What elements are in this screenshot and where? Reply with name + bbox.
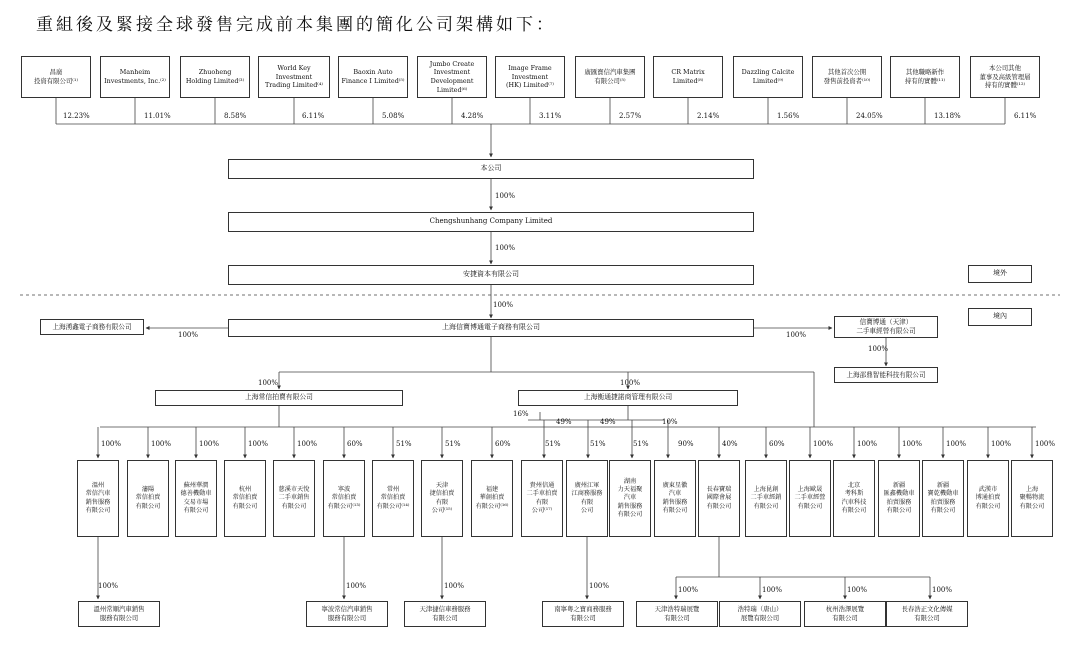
subsidiary-pct: 100% xyxy=(946,440,967,448)
shareholder-box: 其他職略新作 持有的實體⁽¹¹⁾ xyxy=(890,56,960,98)
shareholder-pct: 8.58% xyxy=(224,112,247,120)
pct-mid-left: 100% xyxy=(258,379,279,387)
subsidiary-box: 寧波 常信拍賣 有限公司⁽¹³⁾ xyxy=(323,460,365,537)
shareholder-box: World Key Investment Trading Limited⁽⁴⁾ xyxy=(258,56,330,98)
shareholder-box: CR Matrix Limited⁽⁸⁾ xyxy=(653,56,723,98)
subsidiary-box: 瀋陽 常信拍賣 有限公司 xyxy=(127,460,169,537)
shareholder-pct: 11.01% xyxy=(144,112,171,120)
subsidiary-pct: 90% xyxy=(678,440,694,448)
shareholder-box: Dazzling Calcite Limited⁽⁹⁾ xyxy=(733,56,803,98)
subsidiary-box: 慈溪市天悅 二手車銷售 有限公司 xyxy=(273,460,315,537)
sub-sub-box: 長春浩正文化傳媒 有限公司 xyxy=(886,601,968,627)
subsidiary-box: 北京 考科斯 汽車科技 有限公司 xyxy=(833,460,875,537)
subsidiary-pct: 60% xyxy=(495,440,511,448)
sub-sub-box: 天津浩特瑞展覽 有限公司 xyxy=(636,601,718,627)
sub-pct: 100% xyxy=(762,586,783,594)
subsidiary-pct: 40% xyxy=(722,440,738,448)
subsidiary-pct: 100% xyxy=(813,440,834,448)
subsidiary-pct: 100% xyxy=(248,440,269,448)
sub-pct: 100% xyxy=(346,582,367,590)
pct-mid-right: 100% xyxy=(620,379,641,387)
shareholder-box: Jumbo Create Investment Development Limited⁽⁶⁾ xyxy=(417,56,487,98)
subsidiary-box: 福建 華創拍賣 有限公司⁽¹⁶⁾ xyxy=(471,460,513,537)
sub-sub-box: 天津捷信車務服務 有限公司 xyxy=(404,601,486,627)
subsidiary-pct: 51% xyxy=(633,440,649,448)
subsidiary-box: 廣州江軍 江商務服務 有限 公司 xyxy=(566,460,608,537)
shareholder-pct: 5.08% xyxy=(382,112,405,120)
shareholder-box: Baoxin Auto Finance I Limited⁽⁵⁾ xyxy=(338,56,408,98)
onshore-box: 境內 xyxy=(968,308,1032,326)
subsidiary-pct: 51% xyxy=(396,440,412,448)
shareholder-pct: 13.18% xyxy=(934,112,961,120)
shareholder-pct: 6.11% xyxy=(302,112,325,120)
sub-sub-box: 寧波常信汽車銷售 服務有限公司 xyxy=(306,601,388,627)
shareholder-pct: 1.56% xyxy=(777,112,800,120)
subsidiary-box: 湖南 力天福聚 汽車 銷售服務 有限公司 xyxy=(609,460,651,537)
cayman-box: Chengshunhang Company Limited xyxy=(228,212,754,232)
shareholder-box: 昌廣 投資有限公司⁽¹⁾ xyxy=(21,56,91,98)
company-box: 本公司 xyxy=(228,159,754,179)
subsidiary-pct: 60% xyxy=(769,440,785,448)
subsidiary-box: 武漢市 博通拍賣 有限公司 xyxy=(967,460,1009,537)
pct-right-sub: 100% xyxy=(786,331,807,339)
subsidiary-pct: 51% xyxy=(445,440,461,448)
subsidiary-box: 天津 捷信拍賣 有限 公司⁽¹⁵⁾ xyxy=(421,460,463,537)
pct-10: 10% xyxy=(662,418,678,426)
subsidiary-pct: 100% xyxy=(199,440,220,448)
sub-pct: 100% xyxy=(678,586,699,594)
mid-right-box: 上海衡通捷諾商管理有限公司 xyxy=(518,390,738,406)
pct-49a: 49% xyxy=(556,418,572,426)
subsidiary-box: 蘇州華潤 德善機動車 交易市場 有限公司 xyxy=(175,460,217,537)
subsidiary-box: 貴州信通 二手車拍賣 有限 公司⁽¹⁷⁾ xyxy=(521,460,563,537)
subsidiary-box: 新疆 匯鑫機動車 拍賣服務 有限公司 xyxy=(878,460,920,537)
shareholder-pct: 3.11% xyxy=(539,112,562,120)
sub-pct: 100% xyxy=(98,582,119,590)
wfoe-box: 上海信寶博通電子商務有限公司 xyxy=(228,319,754,337)
shareholder-pct: 12.23% xyxy=(63,112,90,120)
subsidiary-pct: 100% xyxy=(857,440,878,448)
page-title: 重組後及緊接全球發售完成前本集團的簡化公司架構如下： xyxy=(36,15,556,35)
mid-left-box: 上海常信拍賣有限公司 xyxy=(155,390,403,406)
sub-sub-box: 杭州浩澤展覽 有限公司 xyxy=(804,601,886,627)
shareholder-box: 其他首次公開 發售前投資者⁽¹⁰⁾ xyxy=(812,56,882,98)
shareholder-box: 本公司其他 董事及高級管理層 持有的實體⁽¹²⁾ xyxy=(970,56,1040,98)
left-sub-box: 上海湧鑫電子商務有限公司 xyxy=(40,319,144,335)
pct-49b: 49% xyxy=(600,418,616,426)
subsidiary-pct: 100% xyxy=(991,440,1012,448)
pct-right-sub-child: 100% xyxy=(868,345,889,353)
shareholder-pct: 2.57% xyxy=(619,112,642,120)
sub-sub-box: 南寧粵之寶商務服務 有限公司 xyxy=(542,601,624,627)
sub-pct: 100% xyxy=(444,582,465,590)
subsidiary-pct: 100% xyxy=(151,440,172,448)
subsidiary-pct: 51% xyxy=(545,440,561,448)
sub-pct: 100% xyxy=(847,586,868,594)
subsidiary-pct: 100% xyxy=(1035,440,1056,448)
sub-sub-box: 溫州常順汽車銷售 服務有限公司 xyxy=(78,601,160,627)
subsidiary-pct: 100% xyxy=(101,440,122,448)
subsidiary-pct: 51% xyxy=(590,440,606,448)
shareholder-box: Zhuoheng Holding Limited⁽³⁾ xyxy=(180,56,250,98)
pct-cayman-hk: 100% xyxy=(495,244,516,252)
subsidiary-box: 廣東星徽 汽車 銷售服務 有限公司 xyxy=(654,460,696,537)
subsidiary-pct: 100% xyxy=(297,440,318,448)
subsidiary-box: 上海昆創 二手車經銷 有限公司 xyxy=(745,460,787,537)
shareholder-box: Manheim Investments, Inc.⁽²⁾ xyxy=(100,56,170,98)
pct-hk-wfoe: 100% xyxy=(493,301,514,309)
shareholder-pct: 4.28% xyxy=(461,112,484,120)
subsidiary-box: 杭州 常信拍賣 有限公司 xyxy=(224,460,266,537)
subsidiary-box: 常州 常信拍賣 有限公司⁽¹⁴⁾ xyxy=(372,460,414,537)
sub-sub-box: 浩特瑞（唐山） 展覽有限公司 xyxy=(719,601,801,627)
hk-box: 安捷資本有限公司 xyxy=(228,265,754,285)
shareholder-pct: 2.14% xyxy=(697,112,720,120)
pct-left-sub: 100% xyxy=(178,331,199,339)
shareholder-box: Image Frame Investment (HK) Limited⁽⁷⁾ xyxy=(495,56,565,98)
offshore-box: 境外 xyxy=(968,265,1032,283)
pct-company-cayman: 100% xyxy=(495,192,516,200)
subsidiary-box: 上海歐晟 二手車經營 有限公司 xyxy=(789,460,831,537)
shareholder-pct: 24.05% xyxy=(856,112,883,120)
pct-16: 16% xyxy=(513,410,529,418)
right-sub-child-box: 上海邵鼎智能科技有限公司 xyxy=(834,367,938,383)
sub-pct: 100% xyxy=(932,586,953,594)
subsidiary-pct: 100% xyxy=(902,440,923,448)
subsidiary-box: 新疆 寶乾機動車 拍賣服務 有限公司 xyxy=(922,460,964,537)
subsidiary-box: 溫州 常信汽車 銷售服務 有限公司 xyxy=(77,460,119,537)
subsidiary-box: 上海 聚暢物流 有限公司 xyxy=(1011,460,1053,537)
subsidiary-pct: 60% xyxy=(347,440,363,448)
subsidiary-box: 長春寶瑞 國際會展 有限公司 xyxy=(698,460,740,537)
sub-pct: 100% xyxy=(589,582,610,590)
shareholder-pct: 6.11% xyxy=(1014,112,1037,120)
shareholder-box: 廣匯寶信汽車集團 有限公司⁽⁵⁾ xyxy=(575,56,645,98)
right-sub-box: 信寶博通（天津） 二手車經營有限公司 xyxy=(834,316,938,338)
